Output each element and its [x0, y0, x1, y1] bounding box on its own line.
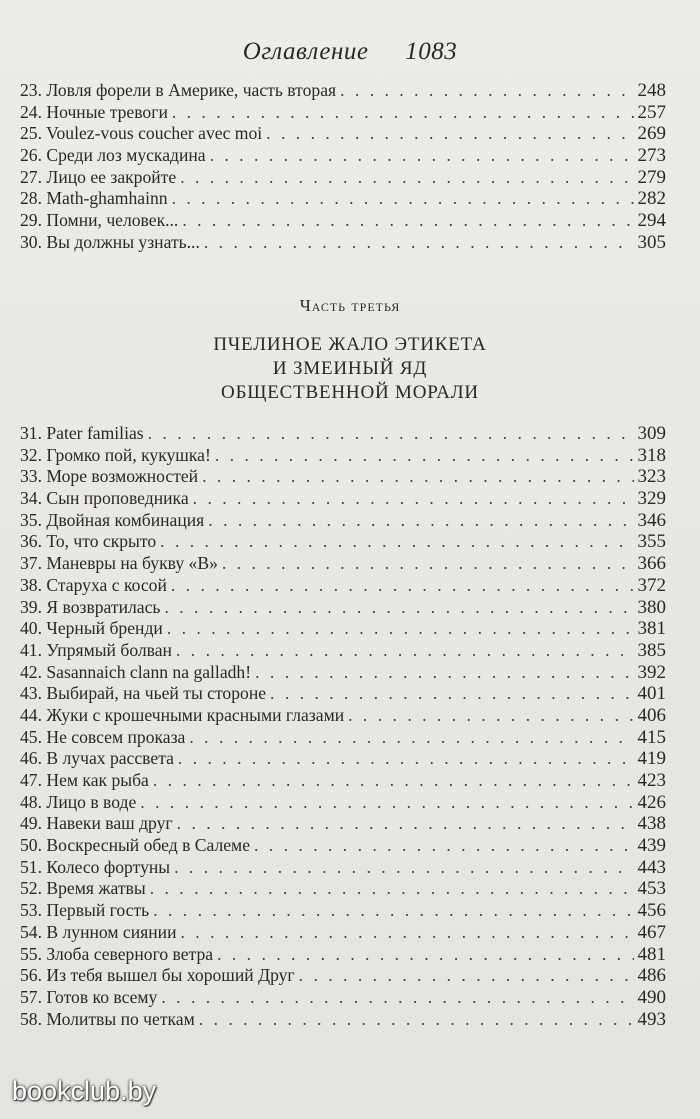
running-header: [0, 38, 700, 66]
toc-entry: [20, 167, 666, 189]
part-title-line: ПЧЕЛИНОЕ ЖАЛО ЭТИКЕТА: [213, 334, 487, 355]
toc-entry: [20, 705, 666, 727]
dot-leader: [174, 857, 633, 879]
dot-leader: [270, 683, 633, 705]
toc-entry-page: 486: [637, 965, 666, 987]
toc-entry-title: 49. Навеки ваш друг: [20, 813, 173, 834]
toc-entry: [20, 792, 666, 814]
toc-entry-title: 34. Сын проповедника: [20, 488, 189, 509]
toc-entry: [20, 965, 666, 987]
toc-entry-page: 329: [637, 488, 666, 510]
dot-leader: [255, 662, 633, 684]
toc-entry-title: 35. Двойная комбинация: [20, 509, 205, 530]
toc-entry: [20, 662, 666, 684]
dot-leader: [348, 705, 633, 727]
toc-entry-page: 248: [637, 80, 666, 101]
toc-entry-title: 24. Ночные тревоги: [20, 101, 168, 122]
toc-entry: [20, 770, 666, 792]
dot-leader: [208, 510, 633, 532]
toc-entry: [20, 727, 666, 749]
toc-entry-title: 26. Среди лоз мускадина: [20, 145, 206, 166]
toc-entry: [20, 423, 666, 445]
toc-entry-title: 36. То, что скрыто: [20, 531, 157, 552]
dot-leader: [176, 640, 634, 662]
dot-leader: [193, 488, 634, 510]
toc-entry-title: 58. Молитвы по четкам: [20, 1008, 195, 1029]
part-label: Часть третья: [299, 296, 401, 315]
toc-entry-page: 467: [637, 921, 666, 943]
toc-entry-page: 282: [637, 188, 666, 210]
dot-leader: [172, 102, 634, 124]
dot-leader: [167, 618, 634, 640]
toc-entry-page: 426: [637, 791, 666, 813]
toc-entry-page: 294: [637, 210, 666, 232]
toc-entry: [20, 232, 666, 254]
toc-entry-page: 372: [637, 574, 666, 596]
dot-leader: [340, 80, 633, 102]
dot-leader: [164, 597, 633, 619]
toc-entry: [20, 987, 666, 1009]
toc-entry: [20, 878, 666, 900]
toc-entry-title: 38. Старуха с косой: [20, 574, 167, 595]
toc-entry-page: 392: [637, 661, 666, 683]
page-number: 1083: [405, 38, 458, 65]
toc-entry-page: 273: [637, 145, 666, 167]
toc-entry-title: 53. Первый гость: [20, 900, 150, 921]
toc-entry-page: 453: [637, 878, 666, 900]
dot-leader: [266, 123, 633, 145]
dot-leader: [204, 232, 634, 254]
dot-leader: [299, 965, 634, 987]
dot-leader: [161, 987, 633, 1009]
toc-entry-title: 51. Колесо фортуны: [20, 856, 171, 877]
toc-entry-page: 346: [637, 509, 666, 531]
toc-entry-title: 33. Море возможностей: [20, 466, 199, 487]
toc-entry: [20, 618, 666, 640]
toc-entry-page: 309: [637, 423, 666, 444]
toc-entry-page: 481: [637, 943, 666, 965]
toc-entry-page: 279: [637, 166, 666, 188]
toc-entry: [20, 510, 666, 532]
dot-leader: [148, 423, 634, 445]
toc-entry-title: 52. Время жатвы: [20, 878, 146, 899]
toc-entry-page: 318: [637, 444, 666, 466]
dot-leader: [180, 167, 633, 189]
toc-entry: [20, 80, 666, 102]
toc-entry: [20, 683, 666, 705]
part-title-line: ОБЩЕСТВЕННОЙ МОРАЛИ: [221, 382, 479, 403]
toc-entry-page: 385: [637, 639, 666, 661]
header-title: Оглавление: [242, 38, 369, 65]
toc-entry-page: 269: [637, 123, 666, 145]
toc-entry-title: 42. Sasannaich clann na galladh!: [20, 661, 252, 682]
toc-entry-title: 48. Лицо в воде: [20, 791, 137, 812]
toc-entry-page: 493: [637, 1008, 666, 1030]
dot-leader: [140, 792, 633, 814]
toc-entry-title: 56. Из тебя вышел бы хороший Друг: [20, 965, 295, 986]
toc-entry-page: 443: [637, 856, 666, 878]
toc-entry-page: 355: [637, 531, 666, 553]
dot-leader: [178, 748, 634, 770]
toc-entry-page: 406: [637, 704, 666, 726]
toc-entry: [20, 922, 666, 944]
toc-entry-title: 44. Жуки с крошечными красными глазами: [20, 704, 345, 725]
toc-entry: [20, 900, 666, 922]
toc-entry-title: 32. Громко пой, кукушка!: [20, 444, 211, 465]
toc-entry-page: 323: [637, 466, 666, 488]
dot-leader: [222, 553, 634, 575]
toc-entry-title: 40. Черный бренди: [20, 618, 163, 639]
toc-entry: [20, 835, 666, 857]
toc-entry-page: 419: [637, 748, 666, 770]
toc-entry-title: 46. В лучах рассвета: [20, 748, 174, 769]
toc-entry: [20, 597, 666, 619]
toc-entry-title: 23. Ловля форели в Америке, часть вторая: [20, 80, 337, 100]
toc-entry: [20, 857, 666, 879]
toc-entry: [20, 210, 666, 232]
toc-entry: [20, 466, 666, 488]
dot-leader: [181, 922, 634, 944]
dot-leader: [215, 445, 634, 467]
dot-leader: [153, 770, 634, 792]
toc-list-part2: [20, 80, 666, 254]
dot-leader: [254, 835, 634, 857]
toc-entry-page: 401: [637, 683, 666, 705]
toc-entry: [20, 145, 666, 167]
toc-entry-title: 57. Готов ко всему: [20, 986, 158, 1007]
toc-entry: [20, 123, 666, 145]
dot-leader: [171, 575, 634, 597]
toc-entry: [20, 1009, 666, 1031]
toc-entry-title: 29. Помни, человек...: [20, 210, 179, 231]
toc-entry: [20, 488, 666, 510]
part-title: [0, 333, 700, 405]
toc-entry-title: 39. Я возвратилась: [20, 596, 161, 617]
toc-entry-title: 55. Злоба северного ветра: [20, 943, 214, 964]
toc-entry-page: 366: [637, 553, 666, 575]
toc-entry: [20, 944, 666, 966]
toc-entry-title: 30. Вы должны узнать...: [20, 231, 200, 252]
toc-entry: [20, 553, 666, 575]
dot-leader: [202, 466, 633, 488]
dot-leader: [199, 1009, 634, 1031]
toc-entry: [20, 813, 666, 835]
toc-entry-page: 439: [637, 835, 666, 857]
dot-leader: [150, 878, 634, 900]
toc-entry-page: 305: [637, 231, 666, 253]
toc-entry-page: 380: [637, 596, 666, 618]
watermark-logo: bookclub.by: [12, 1076, 157, 1106]
toc-entry-page: 490: [637, 986, 666, 1008]
toc-entry: [20, 188, 666, 210]
toc-entry-title: 27. Лицо ее закройте: [20, 166, 177, 187]
toc-entry-title: 47. Нем как рыба: [20, 770, 149, 790]
dot-leader: [177, 813, 634, 835]
toc-entry-title: 50. Воскресный обед в Салеме: [20, 835, 250, 856]
toc-entry-page: 456: [637, 900, 666, 922]
toc-entry-title: 43. Выбирай, на чьей ты стороне: [20, 683, 267, 704]
toc-entry: [20, 445, 666, 467]
toc-entry-title: 28. Math-ghamhainn: [20, 188, 168, 209]
toc-entry-title: 25. Voulez-vous coucher avec moi: [20, 123, 263, 144]
toc-entry-page: 257: [637, 101, 666, 123]
toc-entry-page: 438: [637, 813, 666, 835]
toc-entry: [20, 640, 666, 662]
toc-entry-title: 37. Маневры на букву «В»: [20, 553, 218, 574]
toc-entry-title: 54. В лунном сиянии: [20, 921, 177, 942]
part-title-line: И ЗМЕИНЫЙ ЯД: [272, 358, 428, 379]
dot-leader: [153, 900, 633, 922]
toc-entry-page: 423: [637, 770, 666, 791]
toc-entry: [20, 575, 666, 597]
dot-leader: [182, 210, 633, 232]
toc-entry-title: 31. Pater familias: [20, 423, 144, 443]
toc-entry-title: 45. Не совсем проказа: [20, 726, 186, 747]
dot-leader: [172, 188, 634, 210]
toc-entry: [20, 531, 666, 553]
toc-entry: [20, 102, 666, 124]
dot-leader: [189, 727, 633, 749]
toc-entry-page: 381: [637, 618, 666, 640]
toc-entry-title: 41. Упрямый болван: [20, 639, 172, 660]
dot-leader: [217, 944, 633, 966]
toc-entry: [20, 748, 666, 770]
toc-list-part3: [20, 423, 666, 1030]
dot-leader: [210, 145, 634, 167]
dot-leader: [160, 531, 633, 553]
toc-entry-page: 415: [637, 726, 666, 748]
